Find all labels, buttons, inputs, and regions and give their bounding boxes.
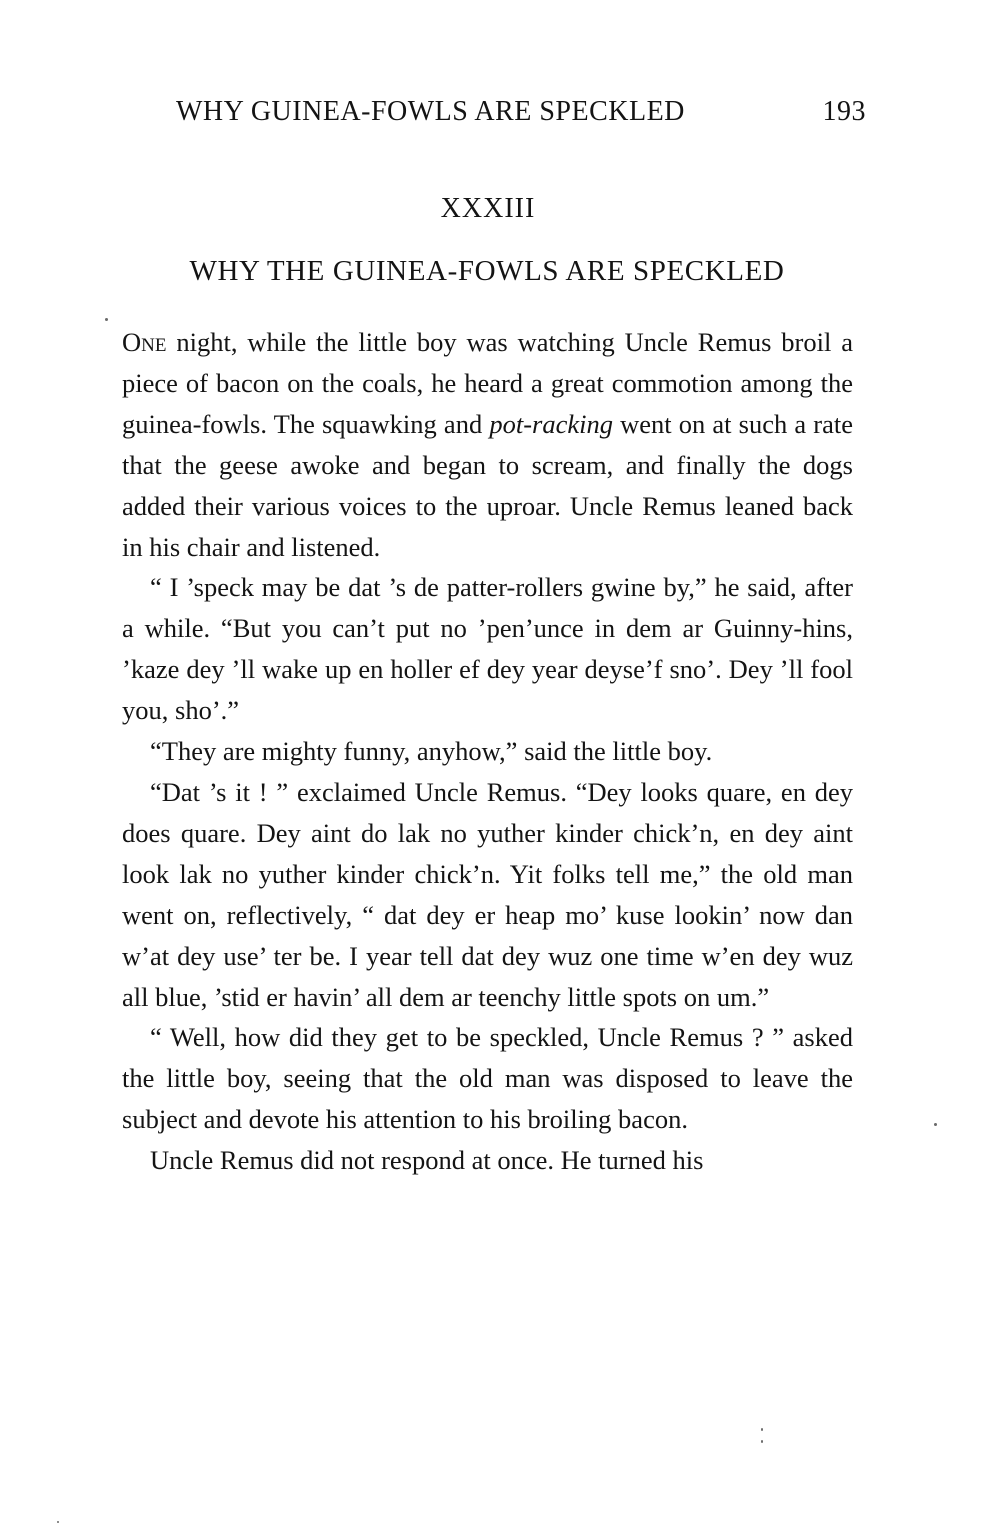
body-text <box>122 322 853 1181</box>
scan-speck <box>761 1440 763 1443</box>
running-head <box>176 96 866 136</box>
page-number: 193 <box>822 96 866 127</box>
paragraph-text: went on at such a rate that the geese awoke and began to scream, and finally the dogs added their various voices to the uproar. Uncle Remus leaned back in his chair and listened. <box>122 408 854 562</box>
drop-lead-word: One <box>122 327 167 357</box>
paragraph: “ Well, how did they get to be speckled, Uncle Remus ? ” asked the little boy, seeing that the old man was disposed to leave the subject and devote his attention to his broiling bacon. <box>122 1022 853 1135</box>
paragraph: “Dat ’s it ! ” exclaimed Uncle Remus. “Dey looks quare, en dey does quare. Dey aint do lak no yuther kinder chick’n, en dey aint look lak no yuther kinder chick’n. Yit folks tell me,” the old man went on, reflectively, “ dat dey er heap mo’ kuse lookin’ now dan w’at dey use’ ter be. I year tell dat dey wuz one time w’en dey wuz all blue, ’stid er havin’ all dem ar teenchy little spots on um.” <box>122 776 853 1012</box>
running-title: WHY GUINEA-FOWLS ARE SPECKLED <box>176 96 685 127</box>
paragraph-text: night, while the little boy was watching Uncle Remus broil a piece of bacon on the coals, he heard a great commotion among the guinea-fowls. The squawking and <box>122 327 853 439</box>
scan-speck <box>105 318 108 321</box>
chapter-number-text: XXXIII <box>440 193 536 224</box>
scan-speck <box>761 1428 763 1431</box>
chapter-number <box>0 193 1000 225</box>
scan-speck <box>57 1521 59 1523</box>
chapter-title: WHY THE GUINEA-FOWLS ARE SPECKLED <box>189 255 785 287</box>
italic-term: pot-racking <box>489 408 613 439</box>
paragraph: “ I ’speck may be dat ’s de patter-rollers gwine by,” he said, after a while. “But you can’t put no ’pen’unce in dem ar Guinny-hins, ’kaze dey ’ll wake up en holler ef dey year deyse’f sno’. Dey ’ll fool you, sho’.” <box>122 572 853 726</box>
scan-speck <box>934 1123 937 1126</box>
paragraph: Uncle Remus did not respond at once. He turned his <box>150 1145 704 1176</box>
paragraph: “They are mighty funny, anyhow,” said the little boy. <box>150 736 713 767</box>
paragraph <box>122 322 853 567</box>
